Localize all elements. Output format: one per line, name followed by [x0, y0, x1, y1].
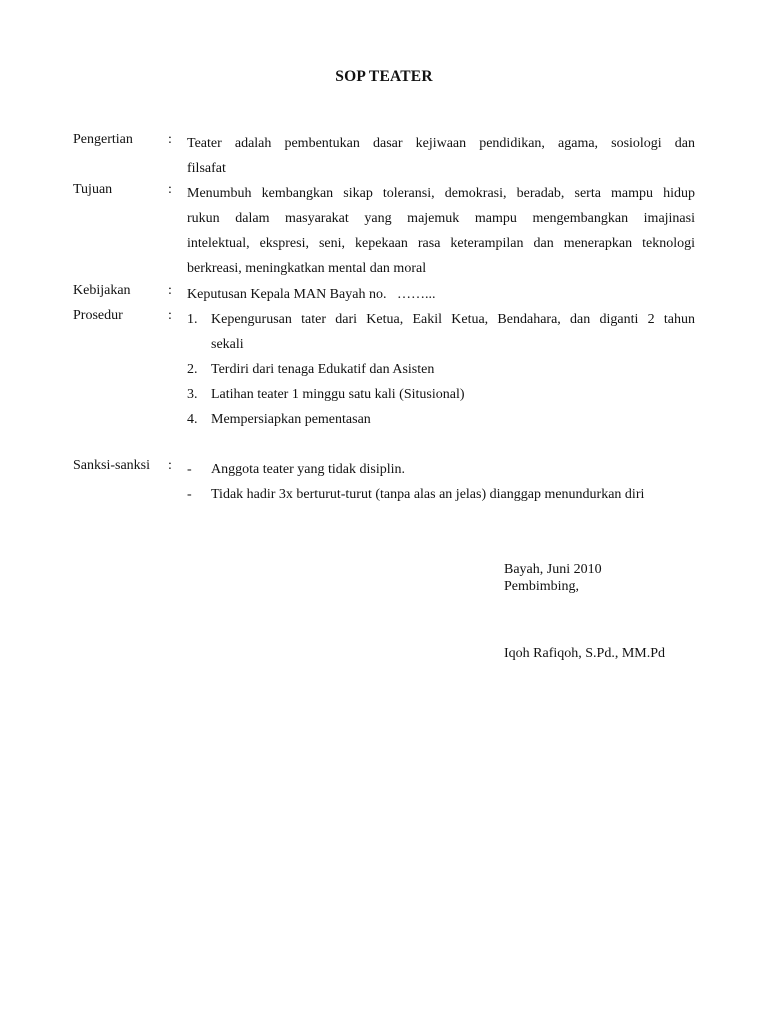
- pengertian-line-2: filsafat: [187, 161, 226, 176]
- sanksi-colon: :: [168, 458, 172, 473]
- document-title: SOP TEATER: [335, 68, 433, 85]
- prosedur-colon: :: [168, 308, 172, 323]
- sanksi-item-1-text: Anggota teater yang tidak disiplin.: [211, 462, 406, 477]
- sanksi-item: [187, 482, 695, 507]
- prosedur-item: [187, 407, 695, 432]
- prosedur-item-1-line-2: sekali: [211, 337, 244, 352]
- kebijakan-colon: :: [168, 283, 172, 298]
- pengertian-label: Pengertian: [73, 132, 133, 147]
- tujuan-content: [187, 181, 695, 281]
- tujuan-line-1: Menumbuh kembangkan sikap toleransi, demokrasi, beradab, serta mampu hidup: [187, 186, 695, 201]
- kebijakan-text: Keputusan Kepala MAN Bayah no. ……...: [187, 287, 436, 302]
- tujuan-line-3: intelektual, ekspresi, seni, kepekaan rasa keterampilan dan menerapkan teknologi: [187, 236, 695, 251]
- signature-place-date: Bayah, Juni 2010: [504, 562, 602, 577]
- prosedur-label: Prosedur: [73, 308, 123, 323]
- signature-role: Pembimbing,: [504, 579, 580, 594]
- sanksi-list: [187, 457, 695, 507]
- list-marker: 3.: [187, 387, 198, 402]
- sanksi-label: Sanksi-sanksi: [73, 458, 150, 473]
- sanksi-item: [187, 457, 695, 482]
- list-marker: 1.: [187, 312, 198, 327]
- prosedur-item: [187, 357, 695, 382]
- list-marker: 2.: [187, 362, 198, 377]
- prosedur-item-4-text: Mempersiapkan pementasan: [211, 412, 371, 427]
- tujuan-line-4: berkreasi, meningkatkan mental dan moral: [187, 261, 427, 276]
- pengertian-line-1: Teater adalah pembentukan dasar kejiwaan pendidikan, agama, sosiologi dan: [187, 136, 695, 151]
- tujuan-line-2: rukun dalam masyarakat yang majemuk mampu mengembangkan imajinasi: [187, 211, 695, 226]
- prosedur-item: [187, 382, 695, 407]
- tujuan-colon: :: [168, 182, 172, 197]
- tujuan-label: Tujuan: [73, 182, 113, 197]
- pengertian-colon: :: [168, 132, 172, 147]
- prosedur-item-1-line-1: Kepengurusan tater dari Ketua, Eakil Ketua, Bendahara, dan diganti 2 tahun: [211, 312, 695, 327]
- pengertian-content: [187, 131, 695, 181]
- list-marker: -: [187, 462, 192, 477]
- kebijakan-label: Kebijakan: [73, 283, 131, 298]
- prosedur-list: [187, 307, 695, 432]
- signature-name: Iqoh Rafiqoh, S.Pd., MM.Pd: [504, 646, 666, 661]
- prosedur-item-2-text: Terdiri dari tenaga Edukatif dan Asisten: [211, 362, 435, 377]
- list-marker: 4.: [187, 412, 198, 427]
- sanksi-item-2-text: Tidak hadir 3x berturut-turut (tanpa alas an jelas) dianggap menundurkan diri: [211, 487, 645, 502]
- list-marker: -: [187, 487, 192, 502]
- prosedur-item: [187, 307, 695, 357]
- prosedur-item-3-text: Latihan teater 1 minggu satu kali (Situsional): [211, 387, 465, 402]
